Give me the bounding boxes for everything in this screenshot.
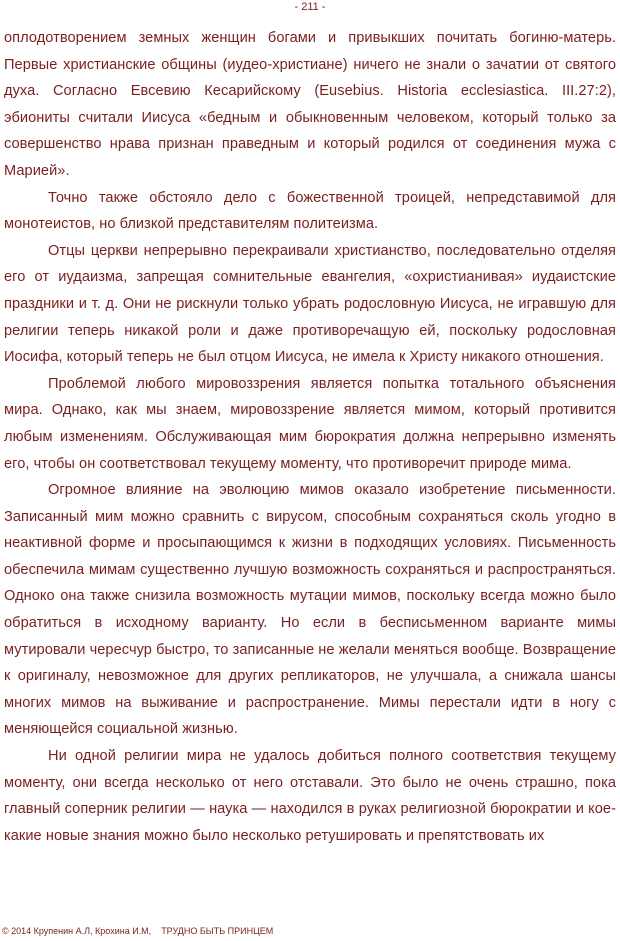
- paragraph-2: Точно также обстояло дело с божественной троицей, непредставимой для монотеистов, но близкой представителям политеизма.: [4, 189, 616, 233]
- page-number: - 211 -: [294, 1, 326, 13]
- paragraph-5: Огромное влияние на эволюцию мимов оказало изобретение письменности. Записанный мим можно сравнить с вирусом, способным сохраняться сколь угодно в неактивной форме и просыпающимся к жизни в подходящих условиях. Письменность обеспечила мимам существенно лучшую возможность сохраняться и распространяться. Одноко она также снизила возможность мутации мимов, поскольку всегда можно было обратиться в исходному варианту. Но если в бесписьменном варианте мимы мутировали чересчур быстро, то записанные не желали меняться вообще. Возвращение к оригиналу, невозможное для других репликаторов, не улучшала, а снижала шансы многих мимов на выживание и распространение. Мимы перестали идти в ногу с меняющейся социальной жизнью.: [4, 482, 616, 738]
- page-footer: [2, 925, 273, 937]
- page-body: [4, 25, 616, 849]
- paragraph-4: Проблемой любого мировоззрения является попытка тотального объяснения мира. Однако, как мы знаем, мировоззрение является мимом, который противится любым изменениям. Обслуживающая мим бюрократия должна непрерывно изменять его, чтобы он соответствовал текущему моменту, что противоречит природе мима.: [4, 375, 616, 472]
- footer-book-title: ТРУДНО БЫТЬ ПРИНЦЕМ: [161, 926, 274, 936]
- paragraph-6: Ни одной религии мира не удалось добиться полного соответствия текущему моменту, они всегда несколько от него отставали. Это было не очень страшно, пока главный соперник религии — наука — находился в руках религиозной бюрократии и кое-какие новые знания можно было несколько ретушировать и препятствовать их: [4, 748, 616, 844]
- paragraph-1: оплодотворением земных женщин богами и привыкших почитать богиню-матерь. Первые христианские общины (иудео-христиане) ничего не знали о зачатии от святого духа. Согласно Евсевию Кесарийскому (Eusebius. Historia ecclesiastica. III.27:2), эбиониты считали Иисуса «бедным и обыкновенным человеком, который только за совершенство нрава признан праведным и который родился от соединения мужа с Марией».: [4, 30, 616, 179]
- footer-copyright: © 2014 Крупенин А.Л, Крохина И.М,: [2, 926, 152, 936]
- paragraph-3: Отцы церкви непрерывно перекраивали христианство, последовательно отделяя его от иудаизма, запрещая сомнительные евангелия, «охристианивая» иудаистские праздники и т. д. Они не рискнули только убрать родословную Иисуса, не игравшую для религии теперь никакой роли и даже противоречащую ей, поскольку родословная Иосифа, который теперь не был отцом Иисуса, не имела к Христу никакого отношения.: [4, 242, 616, 366]
